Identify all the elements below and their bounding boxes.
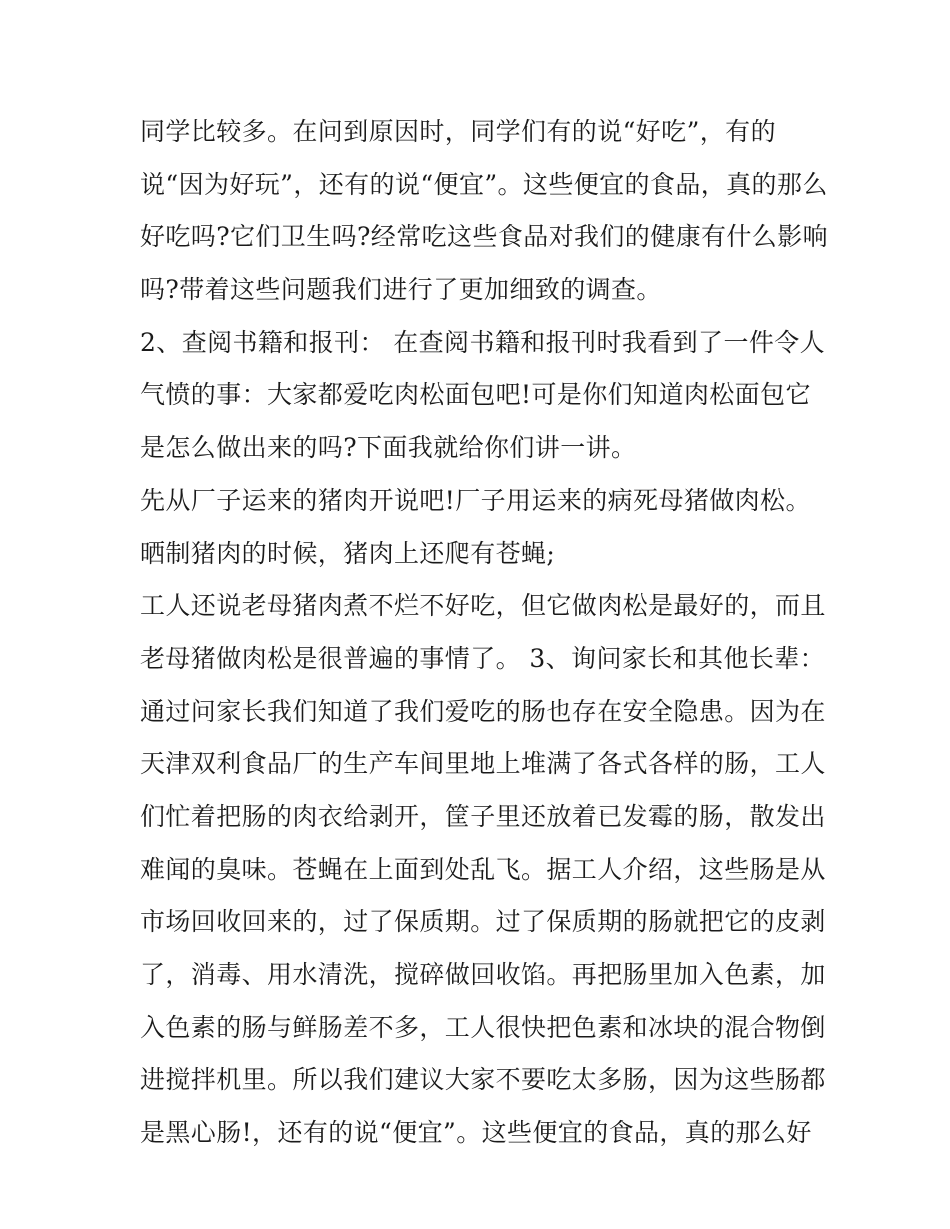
text-line: 了，消毒、用水清洗，搅碎做回收馅。再把肠里加入色素，加 — [140, 960, 826, 989]
text-line: 晒制猪肉的时候，猪肉上还爬有苍蝇; — [140, 538, 556, 568]
text-line: 说“因为好玩”，还有的说“便宜”。这些便宜的食品，真的那么 — [140, 169, 828, 199]
text-line: 市场回收回来的，过了保质期。过了保质期的肠就把它的皮剥 — [140, 907, 826, 937]
text-line: 入色素的肠与鲜肠差不多，工人很快把色素和冰块的混合物倒 — [140, 1012, 826, 1042]
text-line: 难闻的臭味。苍蝇在上面到处乱飞。据工人介绍，这些肠是从 — [140, 854, 826, 884]
body-text — [140, 106, 829, 1160]
text-line: 先从厂子运来的猪肉开说吧!厂子用运来的病死母猪做肉松。 — [140, 485, 811, 515]
text-line: 天津双利食品厂的生产车间里地上堆满了各式各样的肠，工人 — [140, 749, 826, 779]
text-line: 吗?带着这些问题我们进行了更加细致的调查。 — [140, 275, 662, 305]
text-line: 通过问家长我们知道了我们爱吃的肠也存在安全隐患。因为在 — [140, 696, 826, 726]
text-line: 进搅拌机里。所以我们建议大家不要吃太多肠，因为这些肠都 — [140, 1065, 826, 1095]
text-line: 工人还说老母猪肉煮不烂不好吃，但它做肉松是最好的，而且 — [140, 591, 826, 621]
text-line: 气愤的事：大家都爱吃肉松面包吧!可是你们知道肉松面包它 — [140, 380, 811, 410]
text-line: 好吃吗?它们卫生吗?经常吃这些食品对我们的健康有什么影响 — [140, 222, 829, 252]
text-line: 们忙着把肠的肉衣给剥开，筐子里还放着已发霉的肠，散发出 — [140, 801, 826, 831]
text-line: 2、查阅书籍和报刊： 在查阅书籍和报刊时我看到了一件令人 — [140, 327, 826, 357]
text-line: 老母猪做肉松是很普遍的事情了。 3、询问家长和其他长辈： — [140, 643, 826, 673]
text-line: 是怎么做出来的吗?下面我就给你们讲一讲。 — [140, 433, 637, 463]
text-line: 是黑心肠!，还有的说“便宜”。这些便宜的食品，真的那么好 — [140, 1118, 812, 1148]
text-line: 同学比较多。在问到原因时，同学们有的说“好吃”，有的 — [140, 117, 776, 146]
